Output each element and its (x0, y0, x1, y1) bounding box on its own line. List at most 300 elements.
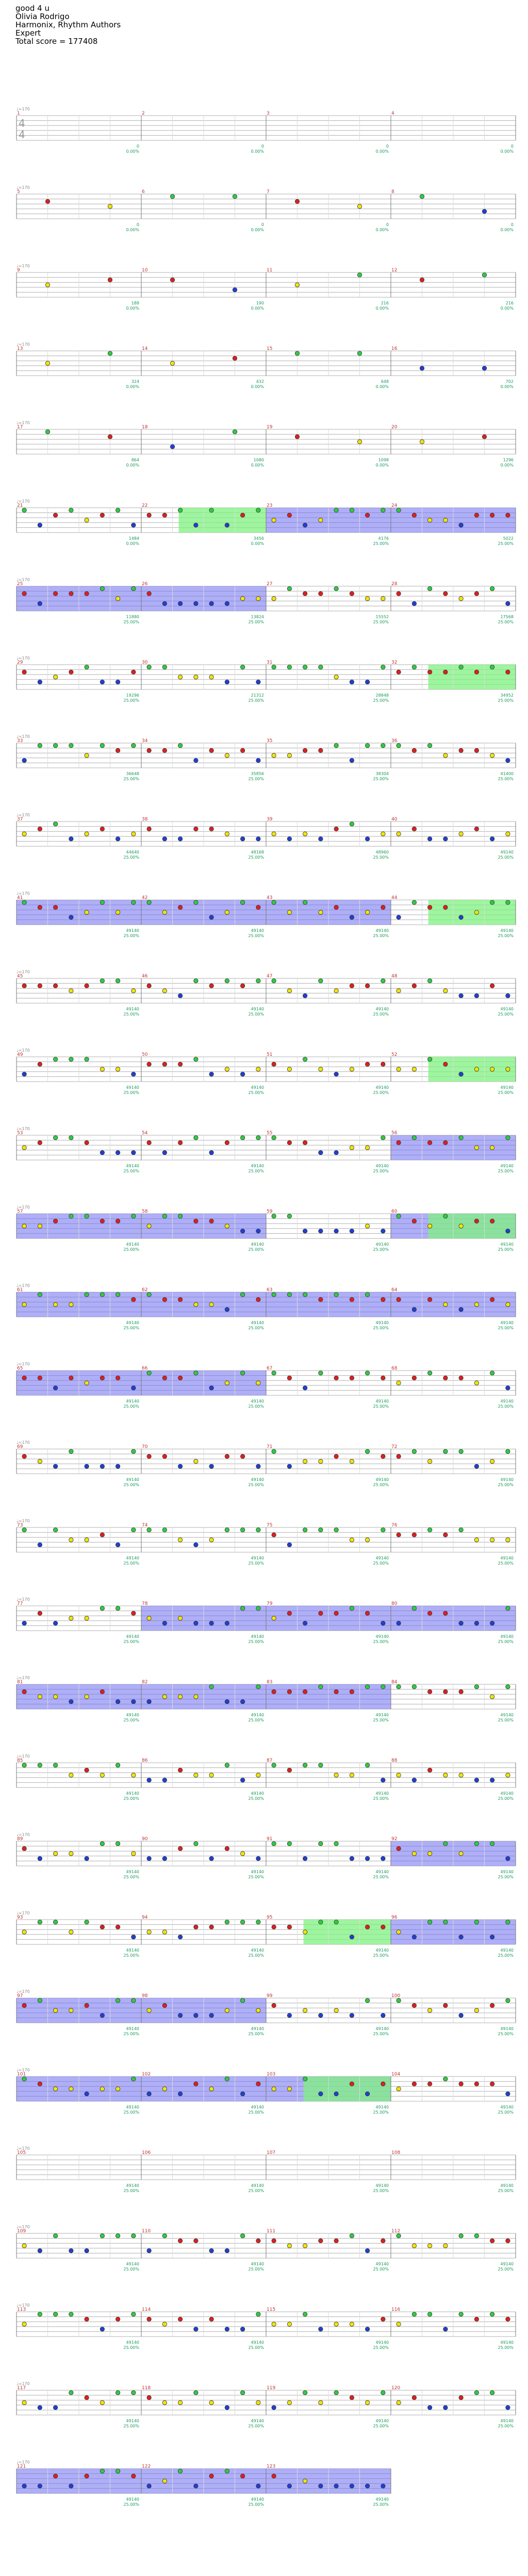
note-gem (443, 1611, 448, 1615)
note-gem (209, 508, 213, 512)
note-gem (412, 1935, 416, 1939)
note-gem (319, 748, 323, 752)
note-gem (319, 2401, 323, 2405)
measure-score: 34952 (500, 693, 514, 698)
note-gem (490, 753, 494, 758)
note-gem (365, 910, 369, 914)
note-gem (225, 1621, 229, 1625)
note-gem (85, 910, 89, 914)
measure-number: 68 (391, 1366, 398, 1371)
note-gem (506, 1920, 510, 1924)
note-gem (397, 508, 401, 512)
measure-score: 49140 (126, 1634, 139, 1639)
measure-percent: 25.00% (123, 1953, 139, 1958)
measure-percent: 25.00% (123, 933, 139, 938)
note-gem (474, 670, 478, 674)
measure-score: 49140 (375, 1399, 389, 1404)
measure-percent: 25.00% (498, 2424, 514, 2428)
measure-score: 49140 (375, 2026, 389, 2031)
note-gem (162, 1150, 167, 1154)
note-gem (443, 518, 448, 522)
note-gem (256, 1528, 260, 1532)
measure-score: 49140 (500, 2183, 514, 2188)
note-gem (256, 2312, 260, 2316)
note-gem (474, 1464, 478, 1468)
note-gem (334, 1150, 338, 1154)
note-gem (474, 2008, 478, 2013)
measure-score: 1296 (503, 458, 514, 462)
note-gem (412, 665, 416, 669)
measure-score: 432 (256, 379, 264, 384)
note-gem (85, 1768, 89, 1772)
measure-number: 114 (142, 2307, 151, 2312)
measure-score: 49140 (500, 1870, 514, 1874)
note-gem (303, 1140, 307, 1145)
measure-score: 49140 (126, 2419, 139, 2423)
note-gem (131, 2077, 136, 2081)
measure-number: 39 (267, 817, 273, 822)
note-gem (412, 1778, 416, 1782)
note-gem (506, 1856, 510, 1860)
note-gem (412, 1450, 416, 1454)
measure-number: 4 (391, 111, 394, 116)
measure-score: 49140 (375, 2262, 389, 2266)
tempo-marker: ♩=170 (16, 577, 30, 582)
note-gem (506, 1606, 510, 1611)
note-gem (474, 513, 478, 517)
note-gem (131, 1528, 136, 1532)
note-gem (474, 2317, 478, 2321)
note-gem (287, 1768, 291, 1772)
measure-score: 49140 (375, 1085, 389, 1090)
note-gem (45, 199, 50, 203)
measure-score: 49140 (500, 928, 514, 933)
note-gem (22, 1621, 26, 1625)
note-gem (53, 1528, 57, 1532)
note-gem (459, 2312, 463, 2316)
note-gem (287, 1925, 291, 1929)
note-gem (397, 1381, 401, 1385)
note-gem (490, 1067, 494, 1071)
measure-percent: 0.00% (375, 149, 389, 154)
measure-percent: 25.00% (248, 1639, 264, 1644)
note-gem (38, 1920, 42, 1924)
measure-number: 40 (391, 817, 398, 822)
note-gem (233, 195, 237, 199)
note-gem (69, 1538, 73, 1542)
measure-number: 115 (267, 2307, 276, 2312)
note-gem (459, 993, 463, 997)
measure-score: 49140 (500, 1556, 514, 1560)
measure-number: 58 (142, 1209, 148, 1214)
measure-score: 5022 (503, 536, 514, 541)
note-gem (474, 993, 478, 997)
measure-number: 108 (391, 2150, 401, 2155)
note-gem (287, 2401, 291, 2405)
note-gem (178, 744, 182, 748)
measure-score: 48960 (375, 850, 389, 855)
note-gem (69, 1930, 73, 1934)
measure-number: 121 (17, 2464, 26, 2469)
note-gem (131, 900, 136, 905)
note-gem (350, 2013, 354, 2017)
note-gem (116, 1219, 120, 1223)
measure-percent: 25.00% (498, 2345, 514, 2350)
note-gem (397, 1930, 401, 1934)
note-gem (240, 900, 244, 905)
note-gem (194, 1057, 198, 1061)
note-gem (506, 513, 510, 517)
note-gem (295, 434, 299, 439)
note-gem (209, 1386, 213, 1390)
note-gem (53, 513, 57, 517)
note-gem (365, 2401, 369, 2405)
note-gem (482, 434, 486, 439)
note-gem (256, 508, 260, 512)
note-gem (397, 1297, 401, 1301)
note-gem (443, 2003, 448, 2007)
measure-number: 51 (267, 1052, 273, 1057)
note-gem (381, 1297, 385, 1301)
note-gem (303, 993, 307, 997)
note-gem (490, 1621, 494, 1625)
measure-number: 79 (267, 1601, 273, 1606)
measure-percent: 25.00% (123, 2032, 139, 2036)
measure-percent: 25.00% (248, 2502, 264, 2507)
note-gem (287, 1689, 291, 1694)
tempo-marker: ♩=170 (16, 1440, 30, 1445)
note-gem (412, 1136, 416, 1140)
note-gem (225, 523, 229, 527)
measure-number: 89 (17, 1837, 23, 1842)
note-gem (303, 665, 307, 669)
measure-score: 49140 (375, 928, 389, 933)
note-gem (38, 2484, 42, 2488)
measure-percent: 25.00% (498, 620, 514, 624)
note-gem (303, 1856, 307, 1860)
note-gem (459, 1689, 463, 1694)
note-gem (85, 1695, 89, 1699)
note-gem (209, 2474, 213, 2478)
measure-score: 49140 (251, 928, 264, 933)
measure-score: 49140 (500, 1634, 514, 1639)
measure-score: 21312 (251, 693, 264, 698)
note-gem (459, 832, 463, 836)
tempo-marker: ♩=170 (16, 1597, 30, 1602)
note-gem (397, 2234, 401, 2238)
note-gem (319, 1611, 323, 1615)
note-gem (85, 2317, 89, 2321)
note-gem (162, 1528, 167, 1532)
note-gem (240, 1778, 244, 1782)
note-gem (427, 2405, 432, 2409)
note-gem (459, 665, 463, 669)
note-gem (381, 1925, 385, 1929)
note-gem (490, 2239, 494, 2243)
measure-percent: 25.00% (248, 2345, 264, 2350)
note-gem (381, 2013, 385, 2017)
measure-number: 7 (267, 189, 270, 195)
note-gem (256, 836, 260, 841)
note-gem (38, 744, 42, 748)
note-gem (147, 2395, 151, 2400)
measure-score: 15552 (375, 615, 389, 619)
measure-number: 118 (142, 2386, 151, 2391)
tempo-marker: ♩=170 (16, 1205, 30, 1210)
note-gem (38, 1856, 42, 1860)
note-gem (459, 2234, 463, 2238)
note-gem (350, 1297, 354, 1301)
note-gem (131, 1611, 136, 1615)
note-gem (272, 900, 276, 905)
note-gem (412, 1376, 416, 1380)
activation-zone (428, 1214, 516, 1238)
note-gem (53, 1464, 57, 1468)
note-gem (225, 2008, 229, 2013)
tempo-marker: ♩=170 (16, 2068, 30, 2072)
note-gem (427, 1852, 432, 1856)
note-gem (256, 1856, 260, 1860)
measure-number: 13 (17, 346, 23, 351)
note-gem (131, 1935, 136, 1939)
note-gem (474, 2234, 478, 2238)
measure-score: 188 (131, 301, 139, 305)
measure-score: 0 (510, 222, 514, 227)
note-gem (506, 670, 510, 674)
note-gem (100, 1067, 104, 1071)
measure-percent: 25.00% (498, 855, 514, 860)
note-gem (209, 1219, 213, 1223)
measure-number: 111 (267, 2229, 276, 2234)
measure-number: 91 (267, 1837, 273, 1842)
note-gem (209, 2248, 213, 2252)
measure-percent: 25.00% (248, 1953, 264, 1958)
note-gem (116, 508, 120, 512)
note-gem (53, 2234, 57, 2238)
measure-score: 11880 (126, 615, 139, 619)
note-gem (474, 1219, 478, 1223)
note-gem (412, 2244, 416, 2248)
measure-percent: 25.00% (248, 1875, 264, 1879)
note-gem (100, 2401, 104, 2405)
note-gem (100, 1219, 104, 1223)
note-gem (334, 2391, 338, 2395)
measure-percent: 0.00% (126, 463, 139, 468)
note-gem (100, 1150, 104, 1154)
note-gem (194, 2327, 198, 2331)
measure-score: 49140 (251, 1948, 264, 1953)
note-gem (443, 989, 448, 993)
note-gem (474, 591, 478, 595)
note-gem (85, 1293, 89, 1297)
note-gem (194, 1542, 198, 1547)
note-gem (194, 979, 198, 983)
note-gem (194, 1695, 198, 1699)
note-gem (427, 1371, 432, 1375)
tempo-marker: ♩=170 (16, 970, 30, 974)
note-gem (162, 989, 167, 993)
note-gem (427, 1057, 432, 1061)
note-gem (350, 1689, 354, 1694)
note-gem (427, 836, 432, 841)
note-gem (334, 827, 338, 831)
measure-number: 112 (391, 2229, 401, 2234)
measure-score: 49140 (375, 1713, 389, 1717)
note-gem (287, 1542, 291, 1547)
measure-score: 4176 (378, 536, 389, 541)
note-gem (319, 2013, 323, 2017)
note-gem (427, 587, 432, 591)
measure-percent: 0.00% (375, 228, 389, 232)
time-signature-bottom: 4 (19, 128, 25, 141)
note-gem (303, 2077, 307, 2081)
note-gem (459, 523, 463, 527)
note-gem (240, 1852, 244, 1856)
note-gem (225, 2077, 229, 2081)
note-gem (287, 513, 291, 517)
measure-percent: 0.00% (251, 541, 264, 546)
note-gem (147, 2484, 151, 2488)
note-gem (85, 518, 89, 522)
note-gem (256, 1606, 260, 1611)
note-gem (100, 2327, 104, 2331)
note-gem (162, 1856, 167, 1860)
note-gem (209, 2087, 213, 2091)
note-gem (334, 2239, 338, 2243)
measure-number: 52 (391, 1052, 398, 1057)
measure-score: 49140 (375, 1556, 389, 1560)
note-gem (443, 2244, 448, 2248)
note-gem (131, 2474, 136, 2478)
measure-percent: 25.00% (498, 2110, 514, 2115)
measure-number: 110 (142, 2229, 151, 2234)
measure-score: 49140 (500, 1948, 514, 1953)
note-gem (427, 2312, 432, 2316)
measure-score: 216 (505, 301, 514, 305)
note-gem (272, 2405, 276, 2409)
note-gem (100, 744, 104, 748)
song-artist: Olivia Rodrigo (15, 12, 70, 21)
note-gem (365, 597, 369, 601)
note-gem (319, 1150, 323, 1154)
measure-number: 5 (17, 189, 20, 195)
note-gem (334, 905, 338, 909)
note-gem (38, 1459, 42, 1463)
note-gem (38, 905, 42, 909)
measure-percent: 0.00% (126, 384, 139, 389)
measure-number: 21 (17, 503, 23, 508)
note-gem (350, 591, 354, 595)
note-gem (256, 1136, 260, 1140)
note-gem (53, 984, 57, 988)
note-gem (350, 1459, 354, 1463)
measure-percent: 25.00% (498, 933, 514, 938)
note-gem (69, 1852, 73, 1856)
note-gem (381, 1621, 385, 1625)
note-gem (240, 1371, 244, 1375)
note-gem (116, 2391, 120, 2395)
measure-percent: 25.00% (373, 1404, 389, 1409)
tempo-marker: ♩=170 (16, 107, 30, 111)
note-gem (131, 1852, 136, 1856)
measure-score: 28848 (375, 693, 389, 698)
note-gem (225, 753, 229, 758)
note-gem (53, 591, 57, 595)
note-gem (412, 601, 416, 605)
note-gem (256, 2008, 260, 2013)
note-gem (272, 1842, 276, 1846)
note-gem (474, 1621, 478, 1625)
measure-score: 49140 (251, 1713, 264, 1717)
note-gem (303, 1930, 307, 1934)
note-gem (287, 665, 291, 669)
measure-percent: 25.00% (123, 1718, 139, 1722)
measure-score: 49140 (375, 2105, 389, 2110)
measure-score: 49140 (500, 2262, 514, 2266)
measure-percent: 25.00% (123, 1404, 139, 1409)
note-gem (225, 1067, 229, 1071)
note-gem (287, 2484, 291, 2488)
note-gem (287, 587, 291, 591)
note-gem (459, 1621, 463, 1625)
note-gem (147, 591, 151, 595)
note-gem (131, 1386, 136, 1390)
measure-number: 103 (267, 2072, 276, 2077)
note-gem (178, 675, 182, 679)
note-gem (459, 1528, 463, 1532)
measure-percent: 0.00% (126, 306, 139, 311)
measure-score: 49140 (126, 2340, 139, 2345)
measure-percent: 25.00% (248, 1718, 264, 1722)
note-gem (381, 1376, 385, 1380)
note-gem (108, 278, 112, 282)
note-gem (365, 1146, 369, 1150)
measure-score: 49140 (375, 1164, 389, 1168)
measure-number: 107 (267, 2150, 276, 2155)
note-gem (178, 2317, 182, 2321)
note-gem (22, 1846, 26, 1850)
note-gem (350, 2395, 354, 2400)
note-gem (69, 1376, 73, 1380)
note-gem (178, 1140, 182, 1145)
note-gem (162, 601, 167, 605)
note-gem (22, 1224, 26, 1228)
measure-number: 119 (267, 2386, 276, 2391)
note-gem (53, 822, 57, 826)
measure-number: 99 (267, 1993, 273, 1999)
note-gem (506, 1538, 510, 1542)
measure-percent: 25.00% (248, 777, 264, 781)
note-gem (272, 1925, 276, 1929)
note-gem (256, 1229, 260, 1233)
note-gem (240, 1136, 244, 1140)
note-gem (443, 1062, 448, 1066)
measure-number: 24 (391, 503, 398, 508)
note-gem (69, 1616, 73, 1620)
note-gem (365, 1371, 369, 1375)
note-gem (365, 1293, 369, 1297)
note-gem (490, 984, 494, 988)
note-gem (506, 1450, 510, 1454)
note-gem (194, 1773, 198, 1777)
note-gem (427, 979, 432, 983)
note-gem (506, 2091, 510, 2096)
note-gem (225, 1454, 229, 1458)
measure-number: 57 (17, 1209, 23, 1214)
note-gem (116, 1542, 120, 1547)
measure-number: 102 (142, 2072, 151, 2077)
note-gem (240, 2091, 244, 2096)
